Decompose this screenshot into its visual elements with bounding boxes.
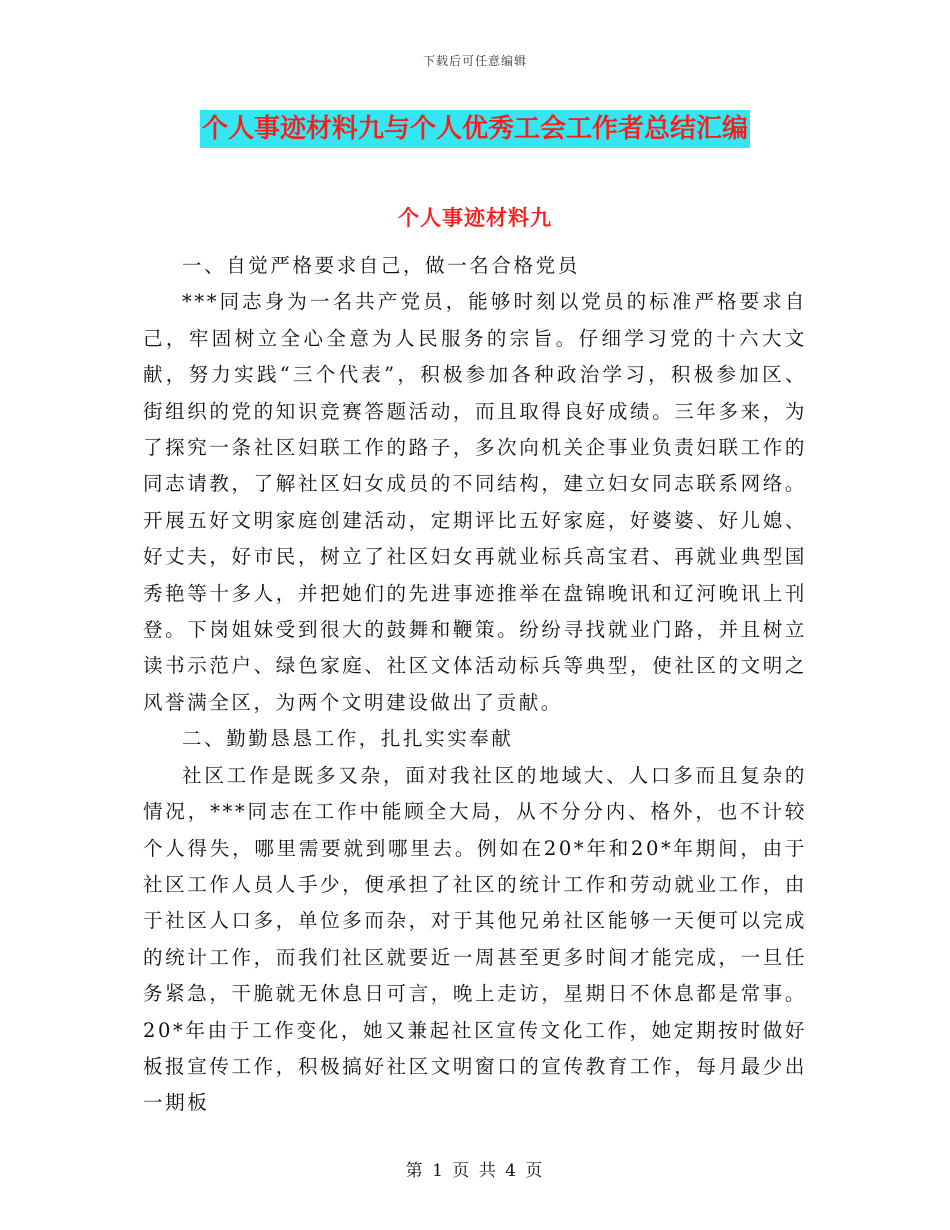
section-title: 个人事迹材料九 [398, 205, 552, 230]
document-body [143, 248, 807, 1122]
heading-2: 二、勤勤恳恳工作，扎扎实实奉献 [182, 727, 514, 751]
paragraph-1: ***同志身为一名共产党员，能够时刻以党员的标准严格要求自己，牢固树立全心全意为人民服务的宗旨。仔细学习党的十六大文献，努力实践“三个代表”，积极参加各种政治学习，积极参加区、街组织的党的知识竞赛答题活动，而且取得良好成绩。三年多来，为了探究一条社区妇联工作的路子，多次向机关企事业负责妇联工作的同志请教，了解社区妇女成员的不同结构，建立妇女同志联系网络。开展五好文明家庭创建活动，定期评比五好家庭，好婆婆、好儿媳、好丈夫，好市民，树立了社区妇女再就业标兵高宝君、再就业典型国秀艳等十多人，并把她们的先进事迹推举在盘锦晚讯和辽河晚讯上刊登。下岗姐妹受到很大的鼓舞和鞭策。纷纷寻找就业门路，并且树立读书示范户、绿色家庭、社区文体活动标兵等典型，使社区的文明之风誉满全区，为两个文明建设做出了贡献。 [143, 290, 807, 714]
page-footer: 第 1 页 共 4 页 [405, 1161, 545, 1181]
header-note: 下载后可任意编辑 [422, 54, 527, 68]
heading-1: 一、自觉严格要求自己，做一名合格党员 [182, 254, 580, 277]
main-title-wrap [0, 110, 950, 148]
paragraph-2: 社区工作是既多又杂，面对我社区的地域大、人口多而且复杂的情况，***同志在工作中能顾全大局，从不分分内、格外，也不计较个人得失，哪里需要就到哪里去。例如在20*年和20*年期间，由于社区工作人员人手少，便承担了社区的统计工作和劳动就业工作，由于社区人口多，单位多而杂，对于其他兄弟社区能够一天便可以完成的统计工作，而我们社区就要近一周甚至更多时间才能完成，一旦任务紧急，干脆就无休息日可言，晚上走访，星期日不休息都是常事。20*年由于工作变化，她又兼起社区宣传文化工作，她定期按时做好板报宣传工作，积极搞好社区文明窗口的宣传教育工作，每月最少出一期板 [143, 763, 807, 1115]
main-title: 个人事迹材料九与个人优秀工会工作者总结汇编 [200, 110, 750, 148]
